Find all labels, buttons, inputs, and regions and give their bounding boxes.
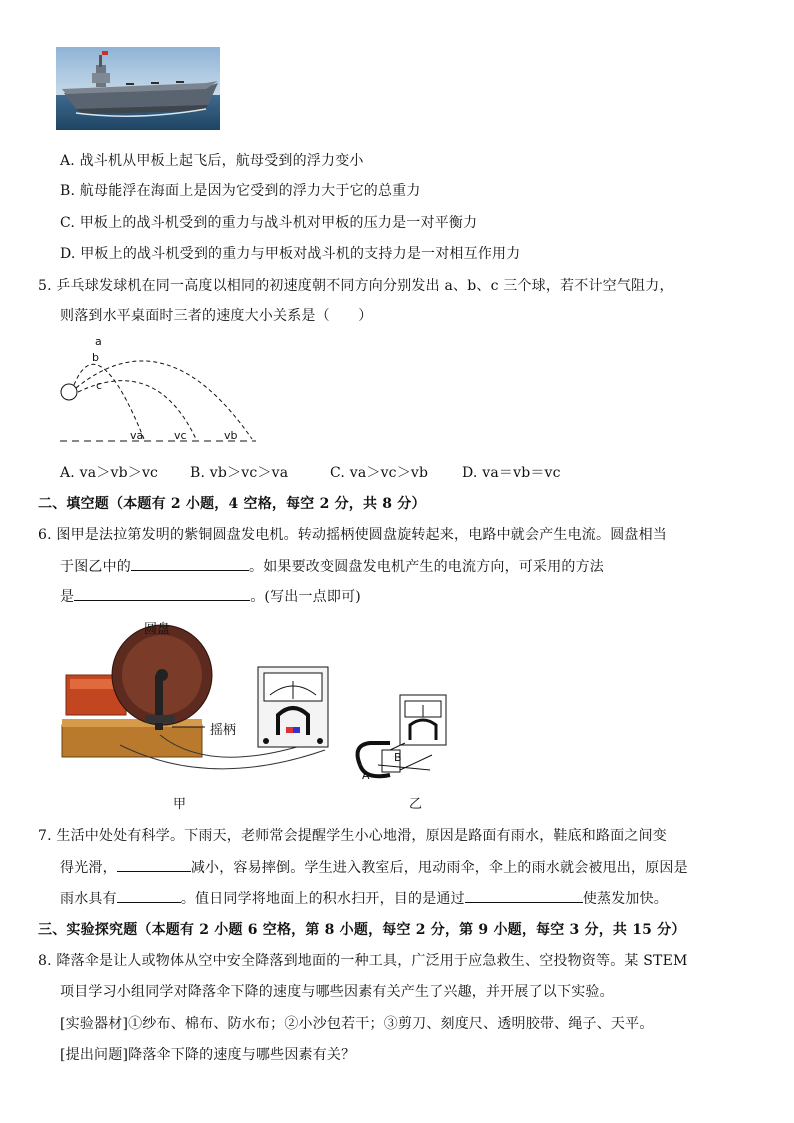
q5-label-c: c <box>96 379 103 392</box>
q6-line3: 是 。(写出一点即可) <box>60 586 361 606</box>
q6-label-yi: 乙 <box>409 797 423 812</box>
q8-materials: [实验器材]①纱布、棉布、防水布；②小沙包若干；③剪刀、刻度尺、透明胶带、绳子、天平。 <box>60 1016 654 1032</box>
q4-option-b: B. 航母能浮在海面上是因为它受到的浮力大于它的总重力 <box>60 183 421 199</box>
aircraft-carrier-photo <box>56 47 220 130</box>
q5-label-b: b <box>92 351 99 364</box>
q6-label-b: B <box>394 751 402 764</box>
q6-blank-1[interactable] <box>131 556 249 571</box>
q5-stem-line1: 5. 乒乓球发球机在同一高度以相同的初速度朝不同方向分别发出 a、b、c 三个球，若不计空气阻力， <box>38 278 674 294</box>
q7-line3: 雨水具有 。值日同学将地面上的积水扫开，目的是通过 使蒸发加快。 <box>60 888 668 908</box>
q5-projectile-figure <box>56 335 266 447</box>
q4-option-d: D. 甲板上的战斗机受到的重力与甲板对战斗机的支持力是一对相互作用力 <box>60 246 521 262</box>
q7-blank-1[interactable] <box>117 857 191 872</box>
q6-label-handle: 摇柄 <box>210 723 237 738</box>
q6-line1: 6. 图甲是法拉第发明的紫铜圆盘发电机。转动摇柄使圆盘旋转起来，电路中就会产生电流。圆盘相当 <box>38 527 668 543</box>
q8-line1: 8. 降落伞是让人或物体从空中安全降落到地面的一种工具，广泛用于应急救生、空投物资等。某 STEM <box>38 953 688 969</box>
q4-option-a: A. 战斗机从甲板上起飞后，航母受到的浮力变小 <box>60 153 364 169</box>
q7-line1: 7. 生活中处处有科学。下雨天，老师常会提醒学生小心地滑，原因是路面有雨水，鞋底和路面之间变 <box>38 828 668 844</box>
q5-option-b: B. vb＞vc＞va <box>190 465 289 481</box>
section-3-heading: 三、实验探究题（本题有 2 小题 6 空格，第 8 小题，每空 2 分，第 9 小题，每空 3 分，共 15 分） <box>38 922 686 938</box>
q7-line2: 得光滑， 减小，容易摔倒。学生进入教室后，甩动雨伞，伞上的雨水就会被甩出，原因是 <box>60 857 688 877</box>
q7-blank-2[interactable] <box>117 888 181 903</box>
section-2-heading: 二、填空题（本题有 2 小题，4 空格，每空 2 分，共 8 分） <box>38 496 426 512</box>
q6-label-disk: 圆盘 <box>144 622 171 637</box>
q7-blank-3[interactable] <box>465 888 583 903</box>
q5-option-c: C. va＞vc＞vb <box>330 465 429 481</box>
q5-option-a: A. va＞vb＞vc <box>60 465 159 481</box>
q5-label-vc: vc <box>174 429 187 442</box>
q6-generator-figure <box>60 615 460 815</box>
q8-question: [提出问题]降落伞下降的速度与哪些因素有关？ <box>60 1047 356 1063</box>
q4-option-c: C. 甲板上的战斗机受到的重力与战斗机对甲板的压力是一对平衡力 <box>60 215 478 231</box>
q5-label-va: va <box>130 429 144 442</box>
q8-line2: 项目学习小组同学对降落伞下降的速度与哪些因素有关产生了兴趣，并开展了以下实验。 <box>60 984 614 1000</box>
q5-stem-line2: 则落到水平桌面时三者的速度大小关系是（ ） <box>60 308 373 324</box>
q5-label-vb: vb <box>224 429 238 442</box>
q6-label-jia: 甲 <box>173 797 187 812</box>
q6-blank-2[interactable] <box>74 586 250 601</box>
q5-option-d: D. va＝vb＝vc <box>462 465 561 481</box>
q6-label-a: A <box>362 769 370 782</box>
q5-label-a: a <box>95 335 102 348</box>
q6-line2: 于图乙中的 。如果要改变圆盘发电机产生的电流方向，可采用的方法 <box>60 556 604 576</box>
